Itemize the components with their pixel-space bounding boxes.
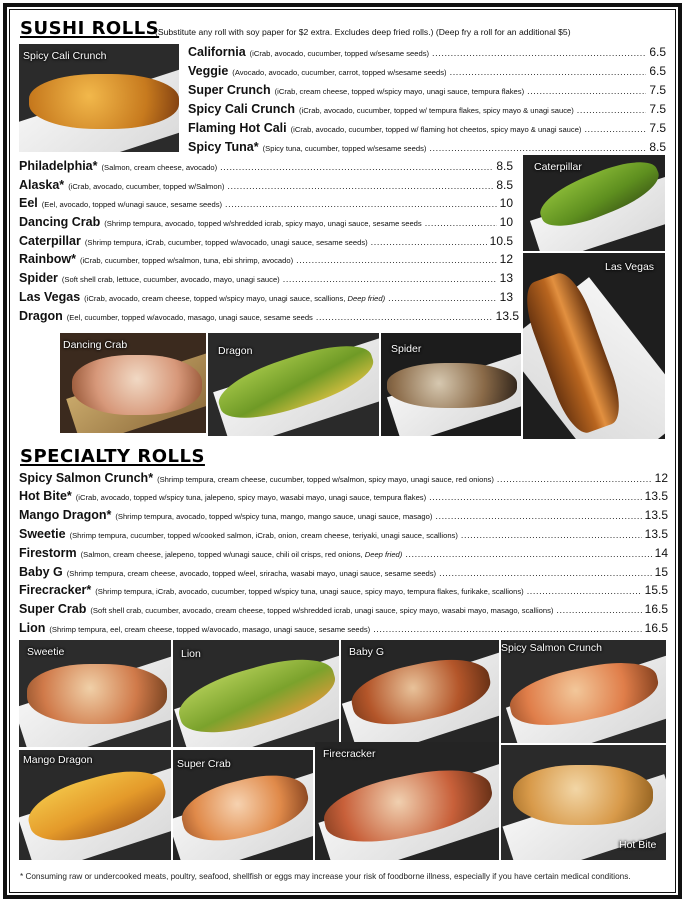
dot-leader: [432, 48, 646, 58]
item-name: Eel: [19, 196, 38, 210]
item-description: (Salmon, cream cheese, jalepeno, topped w/unagi sauce, chili oil crisps, red onions, Deep fried): [80, 550, 403, 559]
photo-sweetie: [19, 640, 171, 747]
item-description: (iCrab, avocado, cream cheese, topped w/spicy mayo, unagi sauce, scallions, Deep fried): [84, 294, 386, 303]
item-name: Lion: [19, 621, 46, 635]
item-price: 15.5: [644, 583, 668, 597]
item-description: (iCrab, avocado, cucumber, topped w/ tempura flakes, spicy mayo & unagi sauce): [298, 106, 574, 115]
item-name: Mango Dragon*: [19, 508, 112, 522]
item-price: 10: [499, 215, 513, 229]
item-name: Spicy Tuna*: [188, 140, 259, 154]
menu-item: [19, 309, 519, 323]
item-description: (Eel, avocado, topped w/unagi sauce, sesame seeds): [41, 200, 223, 209]
dot-leader: [577, 105, 647, 115]
item-description: (iCrab, avocado, cucumber, topped w/Salmon): [68, 182, 225, 191]
sushi-rolls-note: (Substitute any roll with soy paper for $2 extra. Excludes deep fried rolls.) (Deep fry a roll for an additional $5): [155, 27, 571, 37]
photo-las-vegas: [523, 253, 665, 439]
menu-item: [19, 196, 513, 210]
item-name: Baby G: [19, 565, 63, 579]
menu-item: [188, 121, 666, 135]
dot-leader: [527, 586, 642, 596]
dot-leader: [461, 530, 642, 540]
photo-mango-dragon: [19, 750, 171, 860]
item-name: Hot Bite*: [19, 489, 72, 503]
item-name: Spicy Salmon Crunch*: [19, 471, 154, 485]
item-price: 12: [499, 252, 513, 266]
dot-leader: [556, 605, 641, 615]
photo-caption: Dancing Crab: [63, 339, 128, 351]
item-price: 13.5: [644, 527, 668, 541]
item-name: California: [188, 45, 246, 59]
item-description: (Shrimp tempura, cream cheese, cucumber, topped w/salmon, spicy mayo, unagi sauce, red onions): [157, 475, 494, 484]
item-description: (iCrab, cucumber, topped w/salmon, tuna, ebi shrimp, avocado): [79, 256, 294, 265]
dot-leader: [296, 255, 497, 265]
menu-item: [19, 527, 668, 541]
menu-item: [188, 140, 666, 154]
item-price: 6.5: [649, 64, 666, 78]
photo-caption: Sweetie: [27, 646, 65, 658]
menu-item: [19, 290, 513, 304]
item-price: 7.5: [649, 121, 666, 135]
item-description: (Shrimp tempura, iCrab, cucumber, topped w/avocado, unagi sauce, sesame seeds): [84, 238, 368, 247]
menu-item: [19, 489, 668, 503]
photo-hot-bite: [501, 745, 666, 860]
item-price: 10: [499, 196, 513, 210]
dot-leader: [429, 143, 646, 153]
item-description: (Salmon, cream cheese, avocado): [101, 163, 218, 172]
item-price: 6.5: [649, 45, 666, 59]
dot-leader: [220, 162, 493, 172]
item-name: Dragon: [19, 309, 63, 323]
item-name: Flaming Hot Cali: [188, 121, 287, 135]
dot-leader: [373, 624, 641, 634]
item-name: Las Vegas: [19, 290, 81, 304]
menu-item: [19, 546, 668, 560]
menu-item: [19, 159, 513, 173]
dot-leader: [584, 124, 646, 134]
item-description: (Avocado, avocado, cucumber, carrot, topped w/sesame seeds): [232, 68, 447, 77]
menu-item: [19, 621, 668, 635]
item-price: 7.5: [649, 102, 666, 116]
item-name: Sweetie: [19, 527, 66, 541]
footer-disclaimer: * Consuming raw or undercooked meats, poultry, seafood, shellfish or eggs may increase your risk of foodborne illness, especially if you have certain medical conditions.: [20, 872, 631, 881]
item-price: 8.5: [496, 178, 513, 192]
photo-caption: Las Vegas: [605, 261, 655, 273]
item-name: Spicy Cali Crunch: [188, 102, 295, 116]
item-description: (Shrimp tempura, avocado, topped w/shredded icrab, spicy mayo, unagi sauce, sesame seeds: [104, 219, 422, 228]
item-name: Rainbow*: [19, 252, 76, 266]
photo-caption: Caterpillar: [534, 161, 582, 173]
menu-item: [19, 271, 513, 285]
item-name: Caterpillar: [19, 234, 81, 248]
photo-dancing-crab: [60, 333, 206, 433]
item-description: (Shrimp tempura, cream cheese, avocado, topped w/eel, sriracha, wasabi mayo, unagi sauce, sesame seeds): [66, 569, 437, 578]
photo-baby-g: [341, 640, 499, 743]
dot-leader: [371, 237, 487, 247]
item-description: (Shrimp tempura, avocado, topped w/spicy tuna, mango, mango sauce, unagi sauce, masago): [115, 512, 433, 521]
item-price: 13.5: [644, 489, 668, 503]
menu-item: [19, 508, 668, 522]
item-description: (Shrimp tempura, eel, cream cheese, topped w/avocado, masago, unagi sauce, sesame seeds): [49, 625, 371, 634]
photo-caption: Dragon: [218, 345, 253, 357]
photo-caption: Spicy Cali Crunch: [23, 50, 107, 62]
item-name: Veggie: [188, 64, 229, 78]
dot-leader: [435, 511, 641, 521]
item-price: 8.5: [649, 140, 666, 154]
photo-caption: Mango Dragon: [23, 754, 93, 766]
specialty-rolls-title: SPECIALTY ROLLS: [20, 446, 205, 467]
item-price: 10.5: [489, 234, 513, 248]
dot-leader: [388, 293, 497, 303]
menu-item: [19, 471, 668, 485]
photo-caption: Spicy Salmon Crunch: [501, 642, 602, 654]
menu-item: [188, 64, 666, 78]
dot-leader: [439, 568, 652, 578]
photo-spider: [381, 333, 521, 436]
item-description: (iCrab, cream cheese, topped w/spicy mayo, unagi sauce, tempura flakes): [274, 87, 525, 96]
item-description: (Soft shell crab, cucumber, avocado, cream cheese, topped w/shredded icrab, unagi sauce, spicy mayo, wasabi mayo, masago, scallions): [90, 606, 554, 615]
item-description: (Shrimp tempura, iCrab, avocado, cucumber, topped w/spicy tuna, unagi sauce, spicy mayo, tempura flakes, furikake, scallions): [95, 587, 524, 596]
item-name: Spider: [19, 271, 58, 285]
item-name: Alaska*: [19, 178, 65, 192]
menu-item: [19, 234, 513, 248]
photo-caption: Hot Bite: [619, 839, 657, 851]
item-price: 13: [499, 271, 513, 285]
menu-item: [19, 252, 513, 266]
item-description: (iCrab, avocado, cucumber, topped w/sesame seeds): [249, 49, 430, 58]
item-price: 15: [654, 565, 668, 579]
dot-leader: [497, 474, 652, 484]
menu-item: [19, 583, 668, 597]
menu-item: [188, 83, 666, 97]
menu-item: [188, 45, 666, 59]
item-price: 8.5: [496, 159, 513, 173]
dot-leader: [227, 181, 493, 191]
item-price: 14: [654, 546, 668, 560]
dot-leader: [425, 218, 497, 228]
item-price: 13.5: [644, 508, 668, 522]
photo-dragon: [208, 333, 379, 436]
item-price: 16.5: [644, 621, 668, 635]
photo-spicy-cali-crunch: [19, 44, 179, 152]
item-price: 13.5: [495, 309, 519, 323]
item-name: Super Crab: [19, 602, 87, 616]
dot-leader: [450, 67, 647, 77]
item-description: (Spicy tuna, cucumber, topped w/sesame seeds): [262, 144, 427, 153]
dot-leader: [225, 199, 497, 209]
item-description: (iCrab, avocado, topped w/spicy tuna, jalepeno, spicy mayo, wasabi mayo, unagi sauce, tempura flakes): [75, 493, 427, 502]
item-name: Firestorm: [19, 546, 77, 560]
photo-caption: Super Crab: [177, 758, 231, 770]
sushi-rolls-title: SUSHI ROLLS: [20, 18, 160, 39]
dot-leader: [283, 274, 497, 284]
photo-super-crab: [173, 750, 313, 860]
menu-item: [19, 565, 668, 579]
item-name: Firecracker*: [19, 583, 92, 597]
item-price: 16.5: [644, 602, 668, 616]
item-price: 7.5: [649, 83, 666, 97]
dot-leader: [429, 492, 642, 502]
item-description: (iCrab, avocado, cucumber, topped w/ flaming hot cheetos, spicy mayo & unagi sauce): [290, 125, 582, 134]
photo-caption: Lion: [181, 648, 201, 660]
item-name: Dancing Crab: [19, 215, 101, 229]
photo-caption: Spider: [391, 343, 422, 355]
photo-firecracker: [315, 742, 499, 860]
item-description: (Shrimp tempura, cucumber, topped w/cooked salmon, iCrab, onion, cream cheese, teriyaki, unagi sauce, scallions): [69, 531, 458, 540]
photo-caterpillar: [523, 155, 665, 251]
photo-caption: Baby G: [349, 646, 385, 658]
dot-leader: [405, 549, 651, 559]
dot-leader: [527, 86, 646, 96]
item-name: Philadelphia*: [19, 159, 98, 173]
menu-item: [19, 602, 668, 616]
item-price: 13: [499, 290, 513, 304]
item-name: Super Crunch: [188, 83, 271, 97]
photo-caption: Firecracker: [323, 748, 376, 760]
item-description: (Soft shell crab, lettuce, cucumber, avocado, mayo, unagi sauce): [61, 275, 280, 284]
dot-leader: [316, 312, 493, 322]
menu-item: [19, 215, 513, 229]
photo-spicy-salmon-crunch: [501, 640, 666, 743]
menu-item: [19, 178, 513, 192]
item-price: 12: [654, 471, 668, 485]
photo-lion: [173, 640, 339, 747]
menu-item: [188, 102, 666, 116]
item-description: (Eel, cucumber, topped w/avocado, masago, unagi sauce, sesame seeds: [66, 313, 313, 322]
